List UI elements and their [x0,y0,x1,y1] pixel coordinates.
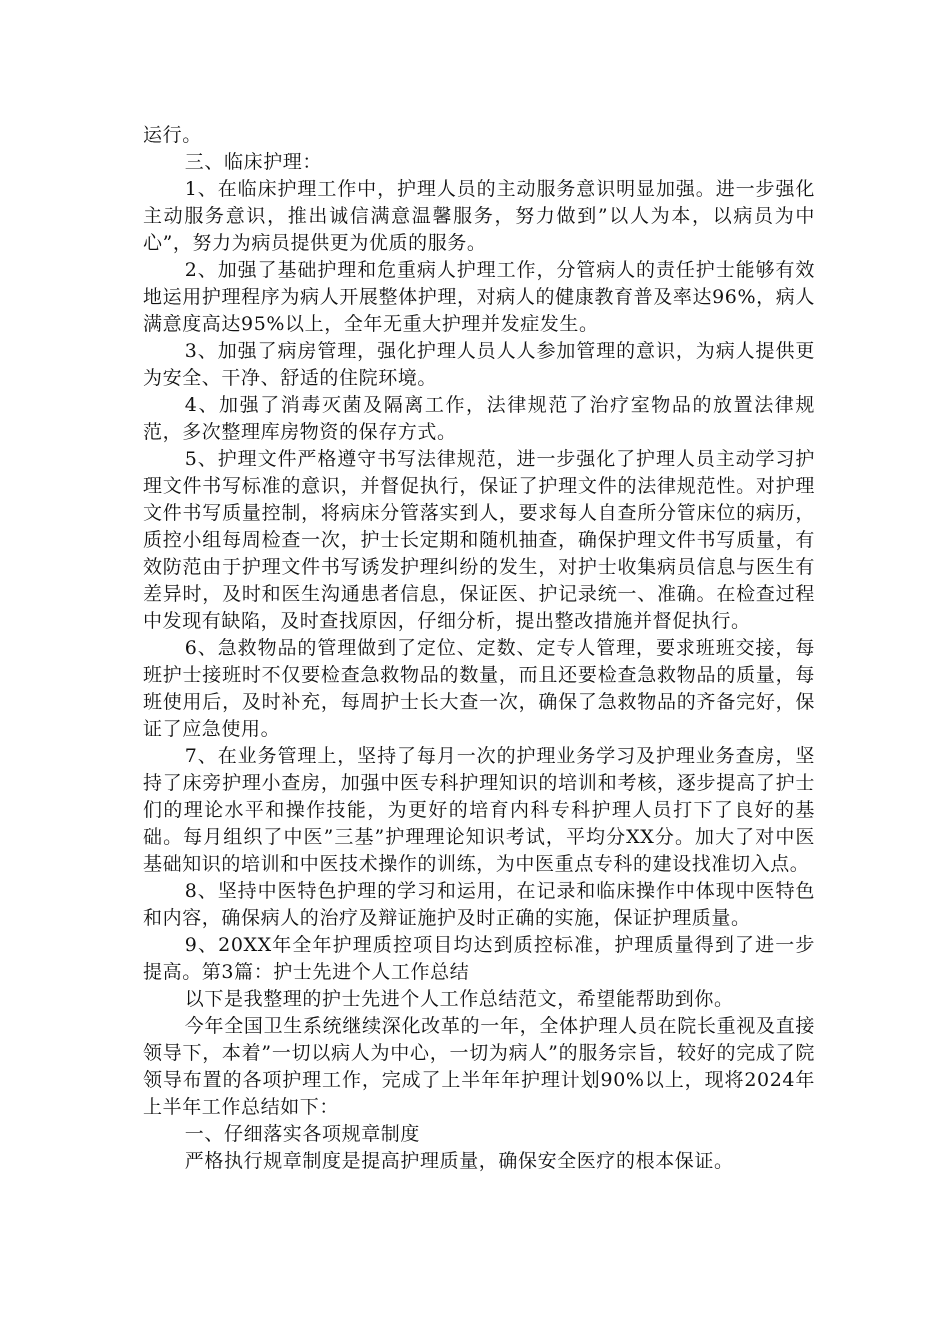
paragraph-rules: 严格执行规章制度是提高护理质量，确保安全医疗的根本保证。 [184,1150,734,1172]
paragraph-item-8: 8、坚持中医特色护理的学习和运用，在记录和临床操作中体现中医特色和内容，确保病人的治疗及辩证施护及时正确的实施，保证护理质量。 [143,880,815,929]
paragraph-item-7: 7、在业务管理上，坚持了每月一次的护理业务学习及护理业务查房，坚持了床旁护理小查房，加强中医专科护理知识的培训和考核，逐步提高了护士们的理论水平和操作技能，为更好的培育内科专科护理人员打下了良好的基础。每月组织了中医”三基”护理理论知识考试，平均分XX分。加大了对中医基础知识的培训和中医技术操作的训练，为中医重点专科的建设找准切入点。 [143,745,815,875]
paragraph-continuation: 运行。 [143,124,202,146]
paragraph-item-4: 4、加强了消毒灭菌及隔离工作，法律规范了治疗室物品的放置法律规范，多次整理库房物资的保存方式。 [143,394,815,443]
paragraph-item-6: 6、急救物品的管理做到了定位、定数、定专人管理，要求班班交接，每班护士接班时不仅要检查急救物品的数量，而且还要检查急救物品的质量，每班使用后，及时补充，每周护士长大查一次，确保了急救物品的齐备完好，保证了应急使用。 [143,637,815,740]
paragraph-item-5: 5、护理文件严格遵守书写法律规范，进一步强化了护理人员主动学习护理文件书写标准的意识，并督促执行，保证了护理文件的法律规范性。对护理文件书写质量控制，将病床分管落实到人，要求每人自查所分管床位的病历，质控小组每周检查一次，护士长定期和随机抽查，确保护理文件书写质量，有效防范由于护理文件书写诱发护理纠纷的发生，对护士收集病员信息与医生有差异时，及时和医生沟通患者信息，保证医、护记录统一、准确。在检查过程中发现有缺陷，及时查找原因，仔细分析，提出整改措施并督促执行。 [143,448,815,632]
paragraph-intro: 以下是我整理的护士先进个人工作总结范文，希望能帮助到你。 [184,988,734,1010]
section-heading-rules: 一、仔细落实各项规章制度 [184,1123,420,1145]
document-body [143,122,815,1175]
paragraph-summary-opening: 今年全国卫生系统继续深化改革的一年，全体护理人员在院长重视及直接领导下，本着”一切以病人为中心，一切为病人”的服务宗旨，较好的完成了院领导布置的各项护理工作，完成了上半年年护理计划90%以上，现将2024年上半年工作总结如下： [143,1015,815,1118]
section-heading-clinical-nursing: 三、临床护理： [184,151,322,173]
paragraph-item-9: 9、20XX年全年护理质控项目均达到质控标准，护理质量得到了进一步提高。第3篇：护士先进个人工作总结 [143,934,815,983]
paragraph-item-2: 2、加强了基础护理和危重病人护理工作，分管病人的责任护士能够有效地运用护理程序为病人开展整体护理，对病人的健康教育普及率达96%，病人满意度高达95%以上，全年无重大护理并发症发生。 [143,259,815,335]
paragraph-item-1: 1、在临床护理工作中，护理人员的主动服务意识明显加强。进一步强化主动服务意识，推出诚信满意温馨服务，努力做到”以人为本，以病员为中心”，努力为病员提供更为优质的服务。 [143,178,815,254]
paragraph-item-3: 3、加强了病房管理，强化护理人员人人参加管理的意识，为病人提供更为安全、干净、舒适的住院环境。 [143,340,815,389]
